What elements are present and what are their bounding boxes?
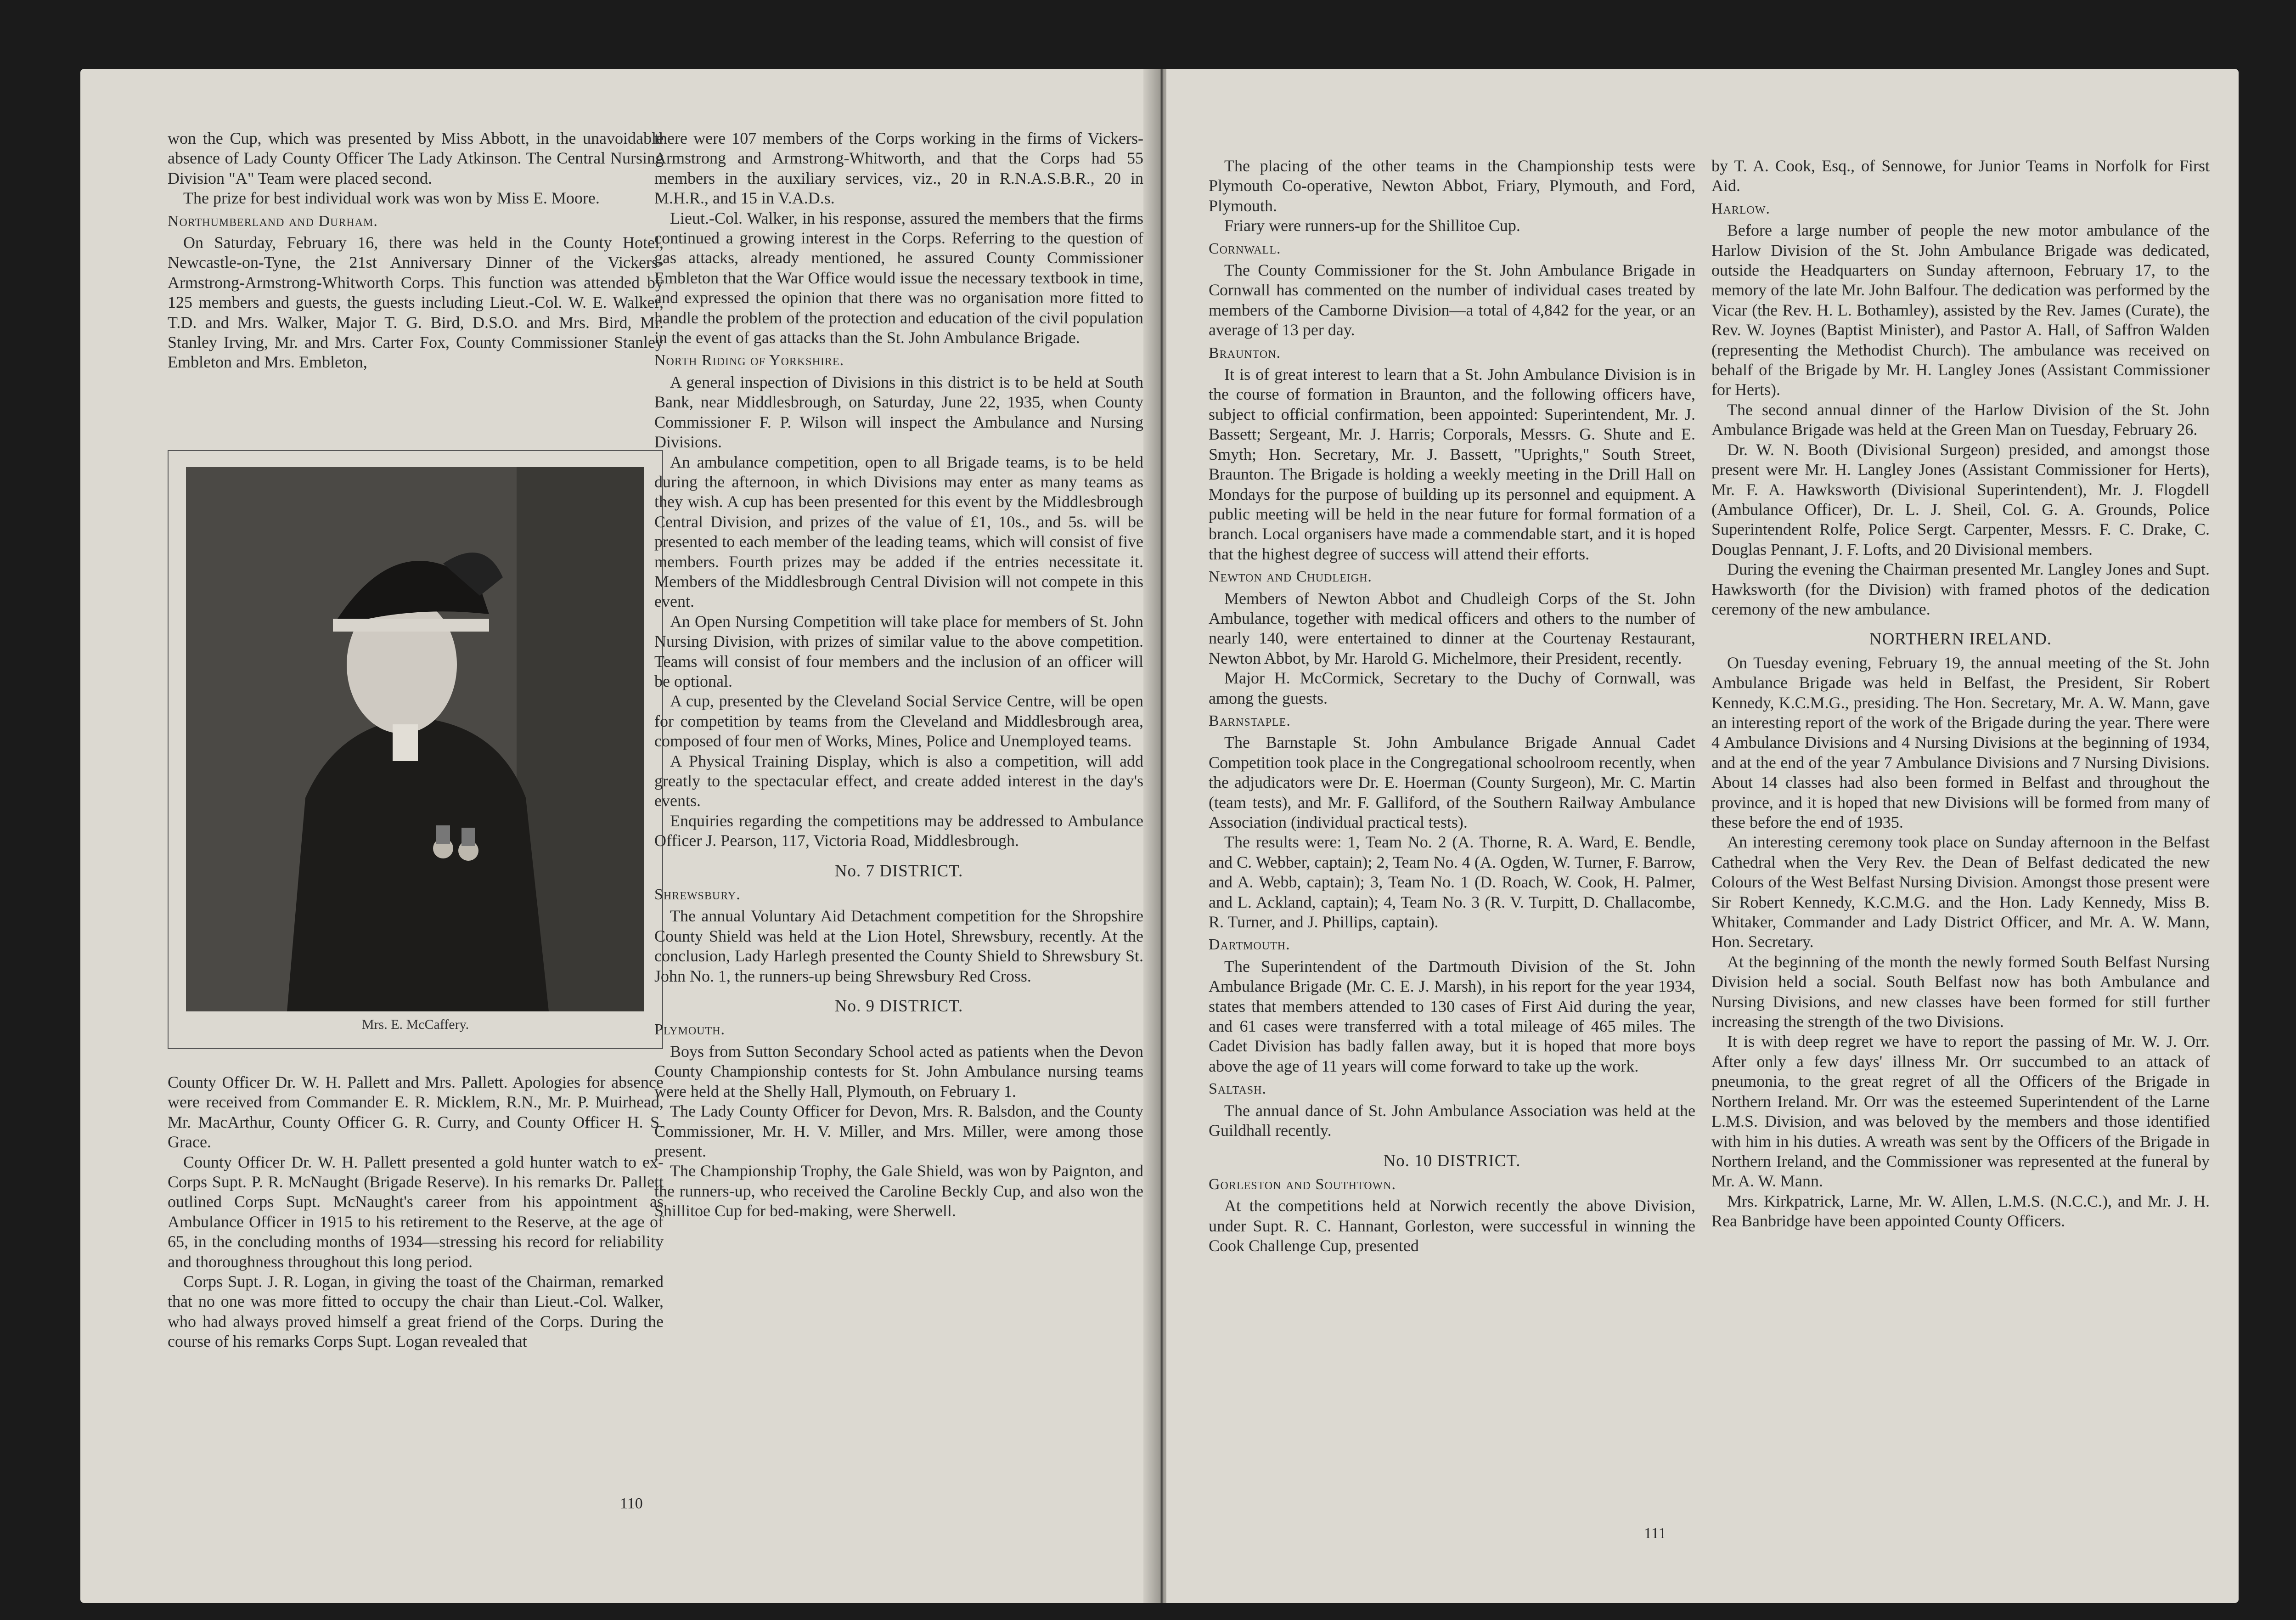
section-heading: Harlow.	[1711, 200, 1771, 217]
page-number: 111	[1644, 1525, 1666, 1542]
paragraph: A general inspection of Divisions in this district is to be held at South Bank, near Middlesbrough, on Saturday, June 22, 1935, when County Commissioner F. P. Wilson will inspect the Ambulance and Nursing Divisions.	[654, 373, 1143, 452]
paragraph: Major H. McCormick, Secretary to the Duchy of Cornwall, was among the guests.	[1209, 669, 1695, 707]
district-heading: No. 7 DISTRICT.	[834, 861, 963, 881]
section-heading: Braunton.	[1209, 344, 1281, 361]
portrait-frame	[168, 450, 663, 1049]
paragraph: On Tuesday evening, February 19, the annual meeting of the St. John Ambulance Brigade was held in Belfast, the President, Sir Robert Kennedy, K.C.M.G., presiding. The Hon. Secretary, Mr. A. W. Mann, gave an interesting report of the work of the Brigade during the year. There were 4 Ambulance Divisions and 4 Nursing Divisions at the beginning of 1934, and at the end of the year 7 Ambulance Divisions and 7 Nursing Divisions. About 14 classes had also been formed in Belfast and throughout the province, and it is hoped that new Divisions will be formed from many of these before the end of 1935.	[1711, 653, 2210, 831]
left-column-2	[654, 129, 1143, 1221]
paragraph: Friary were runners-up for the Shillitoe Cup.	[1224, 216, 1520, 235]
left-column-1-bottom	[168, 1072, 664, 1352]
left-column-1	[168, 129, 664, 373]
region-heading: NORTHERN IRELAND.	[1869, 630, 2052, 649]
section-heading: Cornwall.	[1209, 240, 1281, 257]
paragraph: Enquiries regarding the competitions may be addressed to Ambulance Officer J. Pearson, 117, Victoria Road, Middlesbrough.	[654, 811, 1143, 850]
paragraph: County Officer Dr. W. H. Pallett and Mrs. Pallett. Apologies for absence were received from Commander E. R. Micklem, R.N., Mr. P. Muirhead, Mr. MacArthur, County Officer G. R. Curry, and County Officer H. S. Grace.	[168, 1073, 664, 1151]
paragraph: The Superintendent of the Dartmouth Division of the St. John Ambulance Brigade (Mr. C. E. J. Marsh), in his report for the year 1934, states that members attended to 130 cases of First Aid during the year, and 61 cases were transferred with a total mileage of 465 miles. The Cadet Division has badly fallen away, but it is hoped that more boys above the age of 11 years will come forward to take up the work.	[1209, 957, 1695, 1075]
paragraph: there were 107 members of the Corps working in the firms of Vickers-Armstrong and Armstrong-Whitworth, and that the Corps had 55 members in the auxiliary services, viz., 20 in R.N.A.S.B.R., 20 in M.H.R., and 15 in V.A.D.s.	[654, 129, 1143, 208]
paragraph: An Open Nursing Competition will take place for members of St. John Nursing Division, with prizes of similar value to the above competition. Teams will consist of four members and the inclusion of an officer will be optional.	[654, 612, 1143, 690]
right-page	[1166, 69, 2239, 1603]
paragraph: A cup, presented by the Cleveland Social Service Centre, will be open for competition by teams from the Cleveland and Middlesbrough area, composed of four men of Works, Mines, Police and Unemployed teams.	[654, 692, 1143, 751]
paragraph: An interesting ceremony took place on Sunday afternoon in the Belfast Cathedral when the Very Rev. the Dean of Belfast dedicated the new Colours of the West Belfast Nursing Division. Amongst those present were Sir Robert Kennedy, K.C.M.G. and the Hon. Lady Kennedy, Miss B. Whitaker, Commander and Lady District Officer, and Mr. A. W. Mann, Hon. Secretary.	[1711, 833, 2210, 951]
section-heading: Northumberland and Durham.	[168, 212, 378, 230]
paragraph: A Physical Training Display, which is also a competition, will add greatly to the spectacular effect, and create added interest in the day's events.	[654, 751, 1143, 810]
paragraph: The prize for best individual work was won by Miss E. Moore.	[183, 189, 600, 208]
district-heading: No. 9 DISTRICT.	[834, 997, 963, 1016]
paragraph: The results were: 1, Team No. 2 (A. Thorne, R. A. Ward, E. Bendle, and C. Webber, captain); 2, Team No. 4 (A. Ogden, W. Turner, F. Barrow, and A. Webb, captain); 3, Team No. 1 (D. Roach, W. Cook, H. Palmer, and L. Ackland, captain); 4, Team No. 3 (R. V. Turpitt, D. Challacombe, R. Turner, and J. Phillips, captain).	[1209, 833, 1695, 931]
paragraph: Mrs. Kirkpatrick, Larne, Mr. W. Allen, L.M.S. (N.C.C.), and Mr. J. H. Rea Banbridge have been appointed County Officers.	[1711, 1191, 2210, 1231]
right-column-2	[1711, 156, 2210, 1231]
section-heading: North Riding of Yorkshire.	[654, 352, 844, 369]
section-heading: Shrewsbury.	[654, 886, 741, 903]
paragraph: The annual Voluntary Aid Detachment competition for the Shropshire County Shield was held at the Lion Hotel, Shrewsbury, recently. At the conclusion, Lady Harlegh presented the County Shield to Shrewsbury St. John No. 1, the runners-up being Shrewsbury Red Cross.	[654, 907, 1143, 985]
right-column-1	[1209, 156, 1695, 1256]
paragraph: During the evening the Chairman presented Mr. Langley Jones and Supt. Hawksworth (for the Division) with framed photos of the dedication ceremony of the new ambulance.	[1711, 560, 2210, 618]
paragraph: The annual dance of St. John Ambulance Association was held at the Guildhall recently.	[1209, 1101, 1695, 1140]
paragraph: Members of Newton Abbot and Chudleigh Corps of the St. John Ambulance, together with medical officers and others to the number of nearly 140, were entertained to dinner at the Courtenay Restaurant, Newton Abbot, by Mr. Harold G. Michelmore, their President, recently.	[1209, 589, 1695, 667]
paragraph: by T. A. Cook, Esq., of Sennowe, for Junior Teams in Norfolk for First Aid.	[1711, 157, 2210, 195]
paragraph: On Saturday, February 16, there was held in the County Hotel, Newcastle-on-Tyne, the 21st Anniversary Dinner of the Vickers-Armstrong-Armstrong-Whitworth Corps. This function was attended by 125 members and guests, the guests including Lieut.-Col. W. E. Walker, T.D. and Mrs. Walker, Major T. G. Bird, D.S.O. and Mrs. Bird, Mr. Stanley Irving, Mr. and Mrs. Carter Fox, County Commissioner Stanley Embleton and Mrs. Embleton,	[168, 233, 664, 372]
portrait-photo	[186, 467, 644, 1011]
paragraph: The Barnstaple St. John Ambulance Brigade Annual Cadet Competition took place in the Congregational schoolroom recently, when the adjudicators were Dr. E. Hoerman (County Surgeon), Mr. C. Martin (team tests), and Mr. F. Galliford, of the Southern Railway Ambulance Association (individual practical tests).	[1209, 733, 1695, 831]
paragraph: Corps Supt. J. R. Logan, in giving the toast of the Chairman, remarked that no one was more fitted to occupy the chair than Lieut.-Col. Walker, who had always proved himself a great friend of the Corps. During the course of his remarks Corps Supt. Logan revealed that	[168, 1272, 664, 1351]
paragraph: It is with deep regret we have to report the passing of Mr. W. J. Orr. After only a few days' illness Mr. Orr succumbed to an attack of pneumonia, to the great regret of all the Officers of the Brigade in Northern Ireland. Mr. Orr was the esteemed Superintendent of the Larne L.M.S. Division, and was beloved by the members and those identified with him in his duties. A wreath was sent by the Officers of the Brigade in Northern Ireland, and the Commissioner was represented at the funeral by Mr. A. W. Mann.	[1711, 1032, 2210, 1191]
section-heading: Newton and Chudleigh.	[1209, 568, 1372, 586]
paragraph: It is of great interest to learn that a St. John Ambulance Division is in the course of formation in Braunton, and the following officers have, subject to official confirmation, been appointed: Superintendent, Mr. J. Bassett; Sergeant, Mr. J. Harris; Corporals, Messrs. G. Shute and E. Smyth; Hon. Secretary, Mr. J. Bassett, "Uprights," South Street, Braunton. The Brigade is holding a weekly meeting in the Drill Hall on Mondays for the purpose of building up its personnel and equipment. A public meeting will be held in the near future for formal formation of a branch. Local organisers have made a commendable start, and it is hoped that the highest degree of success will attend their efforts.	[1209, 365, 1695, 563]
photo-caption: Mrs. E. McCaffery.	[361, 1017, 469, 1032]
paragraph: An ambulance competition, open to all Brigade teams, is to be held during the afternoon, in which Divisions may enter as many teams as they wish. A cup has been presented for this event by the Middlesbrough Central Division, and prizes of the value of £1, 10s., and 5s. will be presented to each member of the leading teams, which will consist of five members. Fourth prizes may be added if the entries necessitate it. Members of the Middlesbrough Central Division will not compete in this event.	[654, 452, 1143, 611]
paragraph: Lieut.-Col. Walker, in his response, assured the members that the firms continued a growing interest in the Corps. Referring to the question of gas attacks, already mentioned, he assured County Commissioner Embleton that the War Office would issue the necessary textbook in time, and expressed the opinion that there was no organisation more fitted to handle the problem of the protection and education of the civil population in the event of gas attacks than the St. John Ambulance Brigade.	[654, 209, 1143, 347]
page-number: 110	[620, 1495, 643, 1512]
paragraph: won the Cup, which was presented by Miss Abbott, in the unavoidable absence of Lady County Officer The Lady Atkinson. The Central Nursing Division "A" Team were placed second.	[168, 129, 664, 187]
paragraph: Dr. W. N. Booth (Divisional Surgeon) presided, and amongst those present were Mr. H. Langley Jones (Assistant Commissioner for Herts), Mr. F. A. Hawksworth (Divisional Superintendent), Mr. J. Flogdell (Ambulance Officer), Dr. L. J. Sheil, Col. G. A. Grounds, Police Superintendent Rolfe, Police Sergt. Carpenter, Messrs. F. C. Drake, C. Douglas Pennant, J. F. Lofts, and 20 Divisional members.	[1711, 440, 2210, 559]
left-page	[80, 69, 1155, 1603]
paragraph: At the beginning of the month the newly formed South Belfast Nursing Division held a social. South Belfast now has both Ambulance and Nursing Divisions, and new classes have been formed for still further increasing the strength of the two Divisions.	[1711, 952, 2210, 1031]
paragraph: The Lady County Officer for Devon, Mrs. R. Balsdon, and the County Commissioner, Mr. H. V. Miller, and Mrs. Miller, were among those present.	[654, 1102, 1143, 1160]
paragraph: At the competitions held at Norwich recently the above Division, under Supt. R. C. Hannant, Gorleston, were successful in winning the Cook Challenge Cup, presented	[1209, 1197, 1695, 1255]
paragraph: Boys from Sutton Secondary School acted as patients when the Devon County Championship contests for St. John Ambulance nursing teams were held at the Shelly Hall, Plymouth, on February 1.	[654, 1042, 1143, 1101]
paragraph: Before a large number of people the new motor ambulance of the Harlow Division of the St. John Ambulance Brigade was dedicated, outside the Headquarters on Sunday afternoon, February 17, to the memory of the late Mr. John Balfour. The dedication was performed by the Vicar (the Rev. H. L. Bothamley), assisted by the Rev. James (Curate), the Rev. W. Joynes (Baptist Minister), and Pastor A. Hall, of Saffron Walden (representing the Methodist Church). The ambulance was received on behalf of the Brigade by Mr. H. Langley Jones (Assistant Commissioner for Herts).	[1711, 221, 2210, 399]
paragraph: The Championship Trophy, the Gale Shield, was won by Paignton, and the runners-up, who received the Caroline Beckly Cup, and also won the Shillitoe Cup for bed-making, were Sherwell.	[654, 1162, 1143, 1220]
section-heading: Gorleston and Southtown.	[1209, 1175, 1396, 1193]
section-heading: Plymouth.	[654, 1021, 725, 1039]
section-heading: Saltash.	[1209, 1080, 1266, 1098]
district-heading: No. 10 DISTRICT.	[1383, 1151, 1521, 1170]
paragraph: The County Commissioner for the St. John Ambulance Brigade in Cornwall has commented on the number of individual cases treated by members of the Camborne Division—a total of 4,842 for the year, or an average of 13 per day.	[1209, 261, 1695, 339]
paragraph: The second annual dinner of the Harlow Division of the St. John Ambulance Brigade was held at the Green Man on Tuesday, February 26.	[1711, 400, 2210, 439]
paragraph: The placing of the other teams in the Championship tests were Plymouth Co-operative, Newton Abbot, Friary, Plymouth, and Ford, Plymouth.	[1209, 157, 1695, 215]
section-heading: Dartmouth.	[1209, 936, 1290, 954]
section-heading: Barnstaple.	[1209, 712, 1291, 729]
paragraph: County Officer Dr. W. H. Pallett presented a gold hunter watch to ex-Corps Supt. P. R. McNaught (Brigade Reserve). In his remarks Dr. Pallett outlined Corps Supt. McNaught's career from his appointment as Ambulance Officer in 1915 to his retirement to the Reserve, at the age of 65, in the concluding months of 1934—stressing his record for reliability and thoroughness throughout this long period.	[168, 1152, 664, 1271]
portrait-illustration	[186, 467, 644, 1011]
